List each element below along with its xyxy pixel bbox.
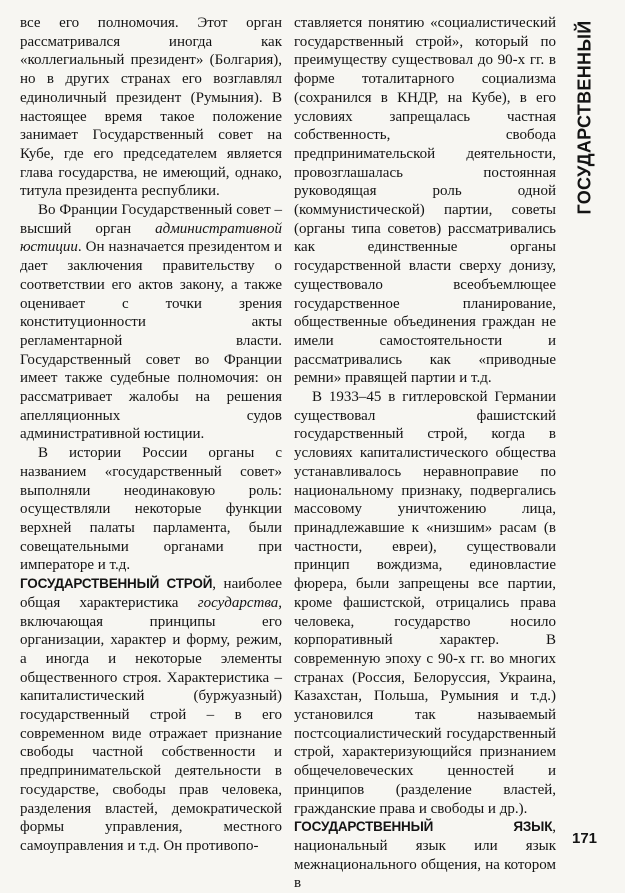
paragraph: В 1933–45 в гитлеровской Германии существовал фашистский государственный строй, когда в условиях капиталистического общества устанавливалось неравноправие по национальному признаку, подвергались массовому уничтожению лица, принадлежавшие к «низшим» расам (в частности, евреи), существовали принцип вождизма, единовластие фюрера, были запрещены все партии, кроме фашистской, отрицались права человека, государство носило корпоративный характер. В современную эпоху с 90-х гг. во многих странах (Россия, Белоруссия, Украина, Казахстан, Польша, Румыния и т.д.) установился так называемый постсоциалистический государственный строй, характеризующийся признанием общечеловеческих ценностей и принципов (разделение властей, гражданские права и свободы и др.). xyxy=(294,389,556,817)
right-text-column xyxy=(294,14,556,893)
dictionary-entry xyxy=(294,818,556,893)
italic-term: административной юстиции xyxy=(20,220,282,256)
page-number: 171 xyxy=(572,830,598,847)
paragraph-text: , национальный язык или язык межнационального общения, на котором в xyxy=(294,819,556,892)
running-head xyxy=(572,19,598,215)
paragraph: все его полномочия. Этот орган рассматривался иногда как «коллегиальный президент» (Болгария), но в других странах его возглавлял единоличный президент (Румыния). В настоящее время такое положение занимает Государственный совет на Кубе, где его председателем является глава государства, не имеющий, однако, титула президента республики. xyxy=(20,15,282,200)
italic-term: государства xyxy=(197,594,279,611)
running-head-text: ГОСУДАРСТВЕННЫЙ xyxy=(574,19,595,215)
paragraph-text: , включающая принципы его организации, характер и форму, режим, а иногда и некоторые элементы общественного строя. Характеристика – капиталистический (буржуазный) государственный строй – в его современном виде отражает признание свободы частной собственности и предпринимательской деятельности в государстве, свободы прав человека, разделения властей, демократической формы управления, местного самоуправления и т.д. Он противопо- xyxy=(20,594,282,854)
paragraph: В истории России органы с названием «государственный совет» выполняли неодинаковую роль: осуществляли некоторые функции верхней палаты парламента, были совещательными органами при императоре и т.д. xyxy=(20,445,282,574)
paragraph-text: . Он назначается президентом и дает заключения правительству о соответствии его актов закону, а также оценивает с точки зрения конституционности акты регламентарной власти. Государственный совет во Франции имеет также судебные полномочия: он рассматривает жалобы на решения апелляционных судов административной юстиции. xyxy=(20,239,282,443)
dictionary-entry xyxy=(20,575,282,856)
paragraph-text: Во Франции Государственный совет – высший орган xyxy=(20,202,282,237)
entry-headword: ГОСУДАРСТВЕННЫЙ СТРОЙ xyxy=(20,576,213,592)
entry-headword: ГОСУДАРСТВЕННЫЙ ЯЗЫК xyxy=(294,819,553,835)
paragraph xyxy=(20,201,282,444)
paragraph-text: , наиболее общая характеристика xyxy=(20,576,282,611)
paragraph: ставляется понятию «социалистический государственный строй», который по преимуществу существовал до 90-х гг. в форме тоталитарного социализма (сохранился в КНДР, на Кубе), в его условиях запрещалась частная собственность, свобода предпринимательской деятельности, провозглашалась постоянная руководящая роль одной (коммунистической) партии, советы (органы типа советов) рассматривались как единственные органы государственной власти сверху донизу, существовало всеобъемлющее государственное планирование, общественные объединения граждан не имели самостоятельности и рассматривались как «приводные ремни» правящей партии и т.д. xyxy=(294,15,556,387)
left-text-column xyxy=(20,14,282,856)
